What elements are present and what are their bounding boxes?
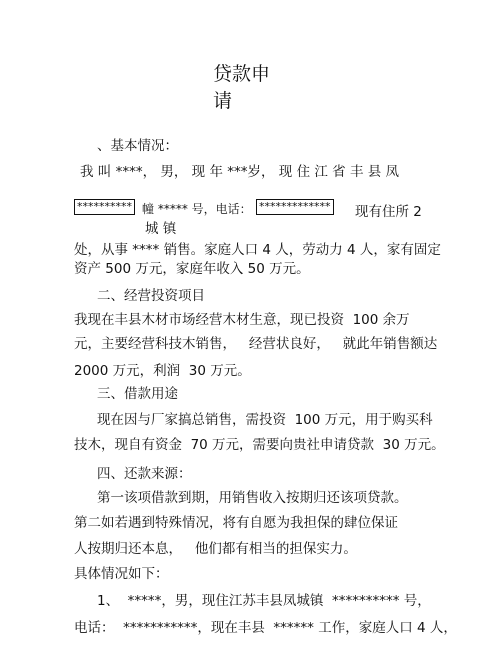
section-heading-business: 二、经营投资项目 [97,288,205,304]
document-title-line-2: 请 [213,90,233,112]
basic-line-a: 处，从事 **** 销售。家庭人口 4 人，劳动力 4 人，家有固定 [74,242,441,258]
basic-intro-line: 我 叫 ****， 男， 现 年 ***岁， 现 住 江 省 丰 县 凤 [80,164,400,180]
business-line-c: 2000 万元，利润 30 万元。 [74,363,251,379]
repay-line-c: 人按期归还本息， 他们都有相当的担保实力。 [74,541,357,557]
repay-line-d: 具体情况如下： [74,566,169,582]
purpose-line-a: 现在因与厂家搞总销售，需投资 100 万元，用于购买科 [97,412,433,428]
business-line-b: 元，主要经营科技木销售， 经营状良好， 就此年销售额达 [74,336,438,352]
section-heading-purpose: 三、借款用途 [97,386,178,402]
repay-line-e: 1、 *****，男，现住江苏丰县凤城镇 ********** 号， [97,593,431,609]
business-line-a: 我现在丰县木材市场经营木材生意，现已投资 100 余万 [74,312,410,328]
masked-field-2: ************* [256,199,334,215]
basic-line-b: 资产 500 万元，家庭年收入 50 万元。 [74,261,310,277]
residence-text: 现有住所 2 [355,204,422,220]
document-title-line-1: 贷款申 [213,63,271,85]
masked-mid-text: 幢 ***** 号，电话： [142,202,252,216]
section-heading-repay: 四、还款来源： [97,466,192,482]
section-heading-basic: 、基本情况： [97,138,178,154]
town-text: 城 镇 [145,221,177,237]
repay-line-f: 电话： ***********，现在丰县 ****** 工作，家庭人口 4 人， [74,620,457,636]
masked-field-1: ********** [74,199,135,215]
purpose-line-b: 技木，现自有资金 70 万元，需要向贵社申请贷款 30 万元。 [74,437,445,453]
repay-line-b: 第二如若遇到特殊情况，将有自愿为我担保的肆位保证 [74,515,398,531]
repay-line-a: 第一该项借款到期，用销售收入按期归还该项贷款。 [97,490,408,506]
